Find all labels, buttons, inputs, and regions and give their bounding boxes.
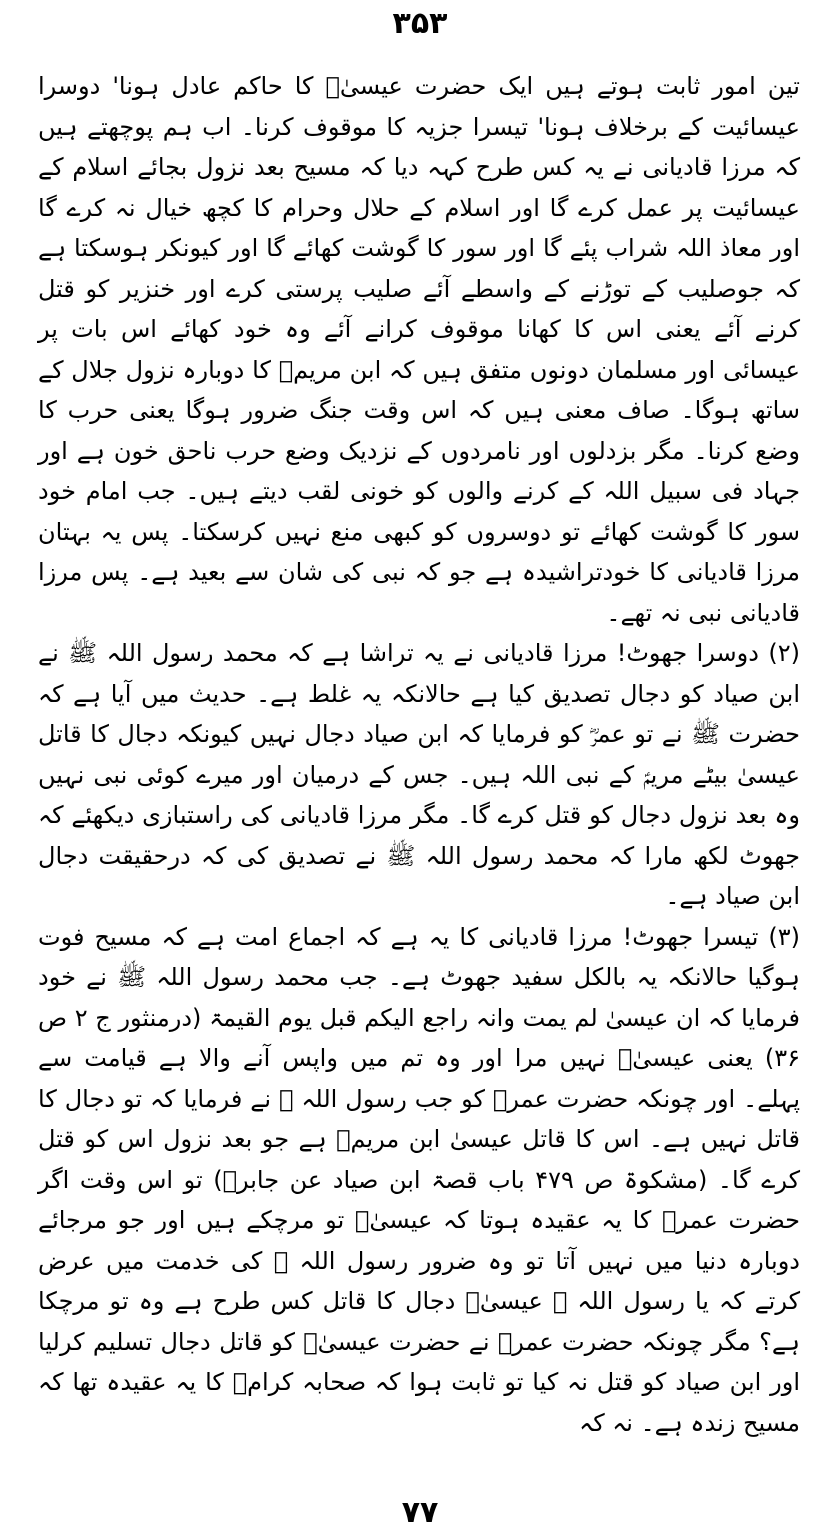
body-text	[38, 66, 800, 1443]
paragraph-2: (۲) دوسرا جھوٹ! مرزا قادیانی نے یہ تراشا ہے کہ محمد رسول اللہ ﷺ نے ابن صیاد کو دجال تصدیق کیا ہے حالانکہ یہ غلط ہے۔ حدیث میں آیا ہے کہ حضرت ﷺ نے تو عمرؓ کو فرمایا کہ ابن صیاد دجال نہیں کیونکہ دجال کا قاتل عیسیٰ بیٹے مریمؑ کے نبی اللہ ہیں۔ جس کے درمیان اور میرے کوئی نبی نہیں وہ بعد نزول دجال کو قتل کرے گا۔ مگر مرزا قادیانی کی راستبازی دیکھئے کہ جھوٹ لکھ مارا کہ محمد رسول اللہ ﷺ نے تصدیق کی کہ درحقیقت دجال ابن صیاد ہے۔	[38, 639, 800, 910]
page-number-top: ۳۵۳	[392, 6, 448, 41]
paragraph-1: تین امور ثابت ہوتے ہیں ایک حضرت عیسیٰؑ کا حاکم عادل ہونا' دوسرا عیسائیت کے برخلاف ہونا' تیسرا جزیہ کا موقوف کرنا۔ اب ہم پوچھتے ہیں کہ مرزا قادیانی نے یہ کس طرح کہہ دیا کہ مسیح بعد نزول بجائے اسلام کے عیسائیت پر عمل کرے گا اور اسلام کے حلال وحرام کا کچھ خیال نہ کرے گا اور معاذ اللہ شراب پئے گا اور سور کا گوشت کھائے گا اور کیونکر ہوسکتا ہے کہ جوصلیب کے توڑنے کے واسطے آئے صلیب پرستی کرے اور خنزیر کو قتل کرنے آئے یعنی اس کا کھانا موقوف کرانے آئے وہ خود کھائے اس بات پر عیسائی اور مسلمان دونوں متفق ہیں کہ ابن مریمؑ کا دوبارہ نزول جلال کے ساتھ ہوگا۔ صاف معنی ہیں کہ اس وقت جنگ ضرور ہوگا یعنی حرب کا وضع کرنا۔ مگر بزدلوں اور نامردوں کے نزدیک وضع حرب ناحق خون ہے اور جہاد فی سبیل اللہ کے کرنے والوں کو خونی لقب دیتے ہیں۔ جب امام خود سور کا گوشت کھائے تو دوسروں کو کبھی منع نہیں کرسکتا۔ پس یہ بہتان مرزا قادیانی کا خودتراشیدہ ہے جو کہ نبی کی شان سے بعید ہے۔ پس مرزا قادیانی نبی نہ تھے۔	[38, 72, 801, 627]
page-number-bottom: ۷۷	[401, 1495, 439, 1530]
paragraph-3: (۳) تیسرا جھوٹ! مرزا قادیانی کا یہ ہے کہ اجماع امت ہے کہ مسیح فوت ہوگیا حالانکہ یہ بالکل سفید جھوٹ ہے۔ جب محمد رسول اللہ ﷺ نے خود فرمایا کہ ان عیسیٰ لم یمت وانہ راجع الیکم قبل یوم القیمۃ (درمنثور ج ۲ ص ۳۶) یعنی عیسیٰؑ نہیں مرا اور وہ تم میں واپس آنے والا ہے قیامت سے پہلے۔ اور چونکہ حضرت عمرؓ کو جب رسول اللہ ﷺ نے فرمایا کہ تو دجال کا قاتل نہیں ہے۔ اس کا قاتل عیسیٰ ابن مریمؑ ہے جو بعد نزول اس کو قتل کرے گا۔ (مشکوۃ ص ۴۷۹ باب قصۃ ابن صیاد عن جابرؓ) تو اس وقت اگر حضرت عمرؓ کا یہ عقیدہ ہوتا کہ عیسیٰؑ تو مرچکے ہیں اور جو مرجائے دوبارہ دنیا میں نہیں آتا تو وہ ضرور رسول اللہ ﷺ کی خدمت میں عرض کرتے کہ یا رسول اللہ ﷺ عیسیٰؑ دجال کا قاتل کس طرح ہے وہ تو مرچکا ہے؟ مگر چونکہ حضرت عمرؓ نے حضرت عیسیٰؑ کو قاتل دجال تسلیم کرلیا اور ابن صیاد کو قتل نہ کیا تو ثابت ہوا کہ صحابہ کرامؓ کا یہ عقیدہ تھا کہ مسیح زندہ ہے۔ نہ کہ	[38, 922, 800, 1437]
